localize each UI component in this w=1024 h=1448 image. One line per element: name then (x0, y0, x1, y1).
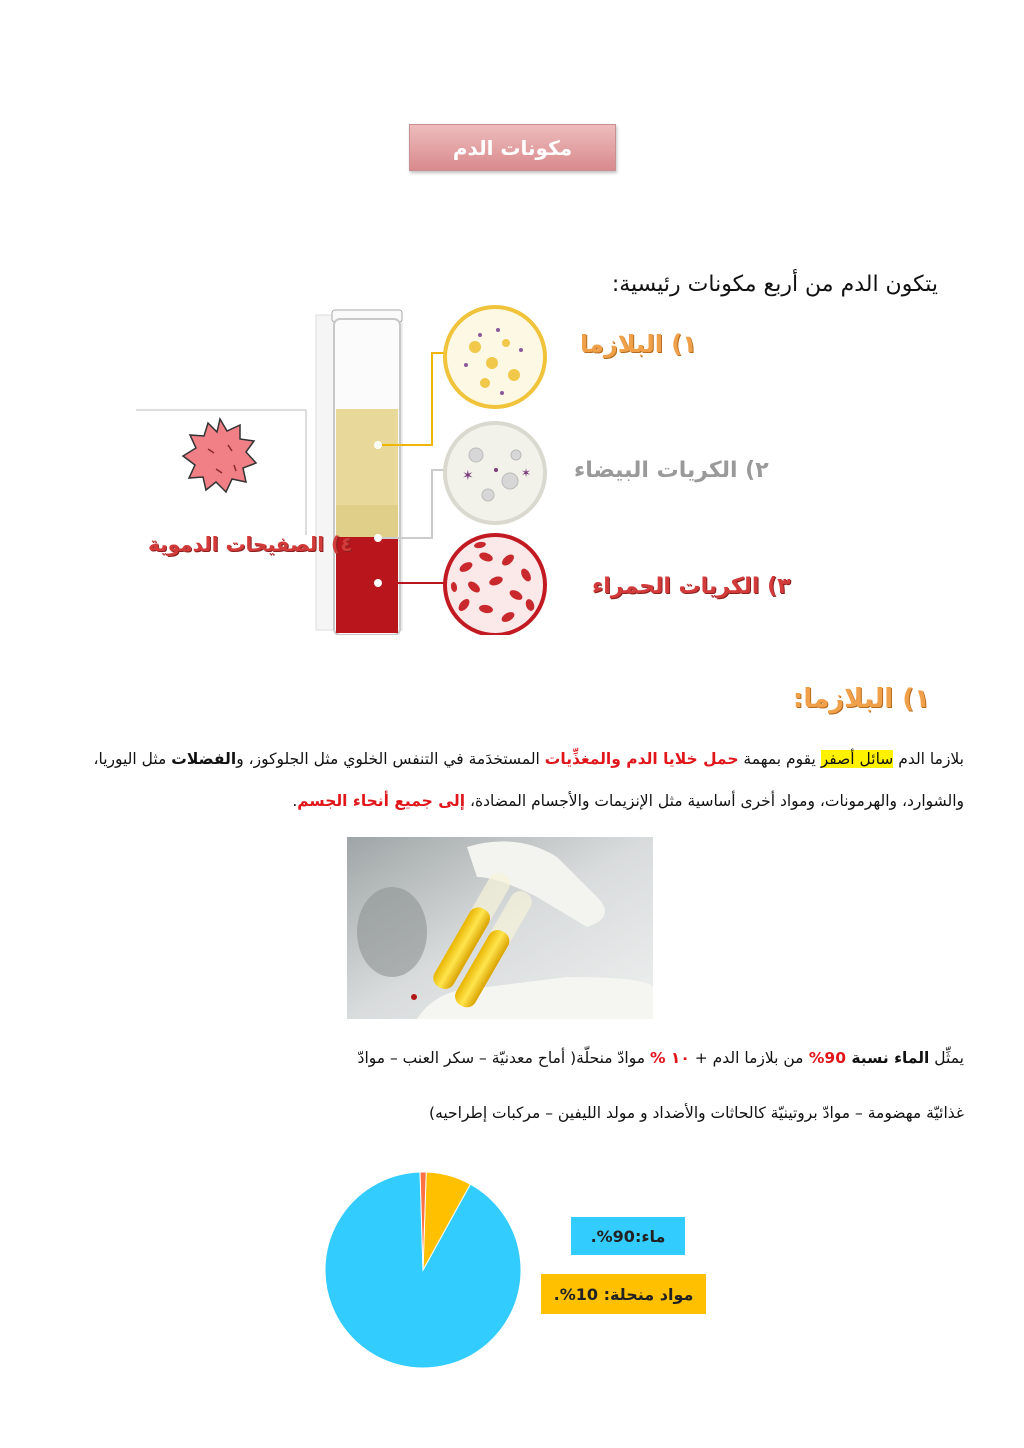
svg-text:✶: ✶ (521, 466, 532, 480)
page-title: مكونات الدم (409, 124, 616, 171)
svg-text:✶: ✶ (462, 468, 474, 484)
paragraph-plasma-2: والشوارد، والهرمونات، ومواد أخرى أساسية مثل الإنزيمات والأجسام المضادة، إلى جميع أنحاء الجسم. (292, 792, 964, 810)
label-plasma: ١) البلازما (580, 330, 697, 358)
platelet-panel (136, 410, 306, 535)
paragraph-composition-1: يمثِّل الماء نسبة 90% من بلازما الدم + ١٠ % موادّ منحلّة( أماح معدنيّة – سكر العنب – موادّ (357, 1049, 964, 1067)
section-heading-plasma: ١) البلازما: (792, 684, 930, 714)
highlight-yellow-liquid: سائل أصفر (820, 750, 894, 768)
test-tube (316, 310, 448, 635)
white-cell-circle (445, 423, 545, 523)
plasma-tubes-photo (347, 837, 653, 1019)
intro-text: يتكون الدم من أربع مكونات رئيسية: (611, 272, 938, 297)
paragraph-plasma-1: بلازما الدم سائل أصفر يقوم بمهمة حمل خلايا الدم والمغذِّيات المستخدَمة في التنفس الخلوي مثل الجلوكوز، والفضلات مثل اليوريا، (93, 750, 964, 768)
plasma-composition-pie-chart (320, 1160, 530, 1375)
label-platelets: ٤) الصفيحات الدموية (148, 532, 353, 556)
label-white-cells: ٢) الكريات البيضاء (574, 458, 769, 483)
blood-components-diagram (136, 305, 556, 635)
legend-water: ماء:90%. (571, 1217, 685, 1255)
paragraph-composition-2: غذائيّة مهضومة – موادّ بروتينيّة كالحاثات والأضداد و مولد الليفين – مركبات إطراحيه) (429, 1104, 964, 1122)
legend-solutes: مواد منحلة: 10%. (541, 1274, 706, 1314)
red-cell-circle (445, 535, 545, 635)
label-red-cells: ٣) الكريات الحمراء (592, 574, 791, 599)
platelet-icon (183, 419, 256, 492)
plasma-cell-circle (445, 307, 545, 407)
